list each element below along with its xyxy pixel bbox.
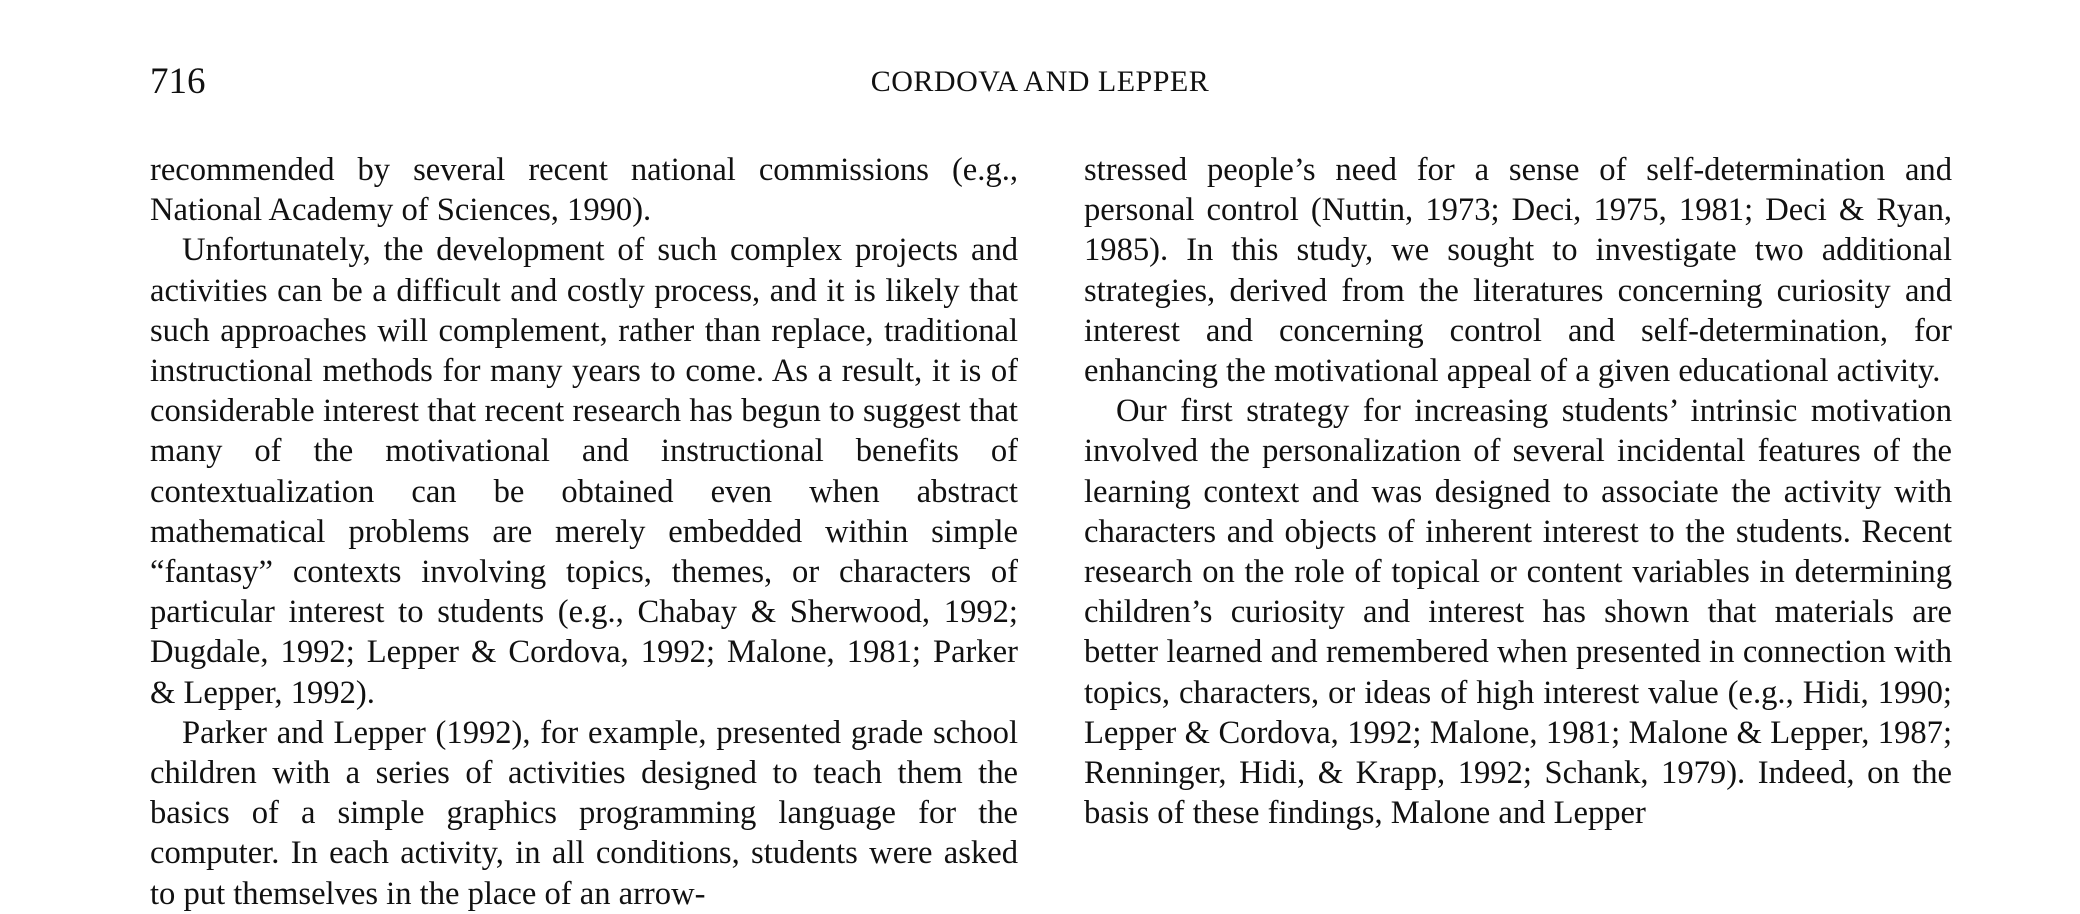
page-header	[0, 58, 2080, 106]
left-paragraph-2: Unfortunately, the development of such complex projects and activities can be a difficult and costly process, and it is likely that such approaches will complement, rather than replace, traditional instructional methods for many years to come. As a result, it is of considerable interest that recent research has begun to suggest that many of the motivational and instructional benefits of contextualization can be obtained even when abstract mathematical problems are merely embedded within simple “fantasy” contexts involving topics, themes, or characters of particular interest to students (e.g., Chabay & Sherwood, 1992; Dugdale, 1992; Lepper & Cordova, 1992; Malone, 1981; Parker & Lepper, 1992).	[150, 232, 1018, 711]
page-number: 716	[150, 61, 206, 102]
right-column	[1084, 150, 1952, 833]
running-head: CORDOVA AND LEPPER	[870, 65, 1210, 98]
left-column	[150, 150, 1018, 914]
right-paragraph-2: Our first strategy for increasing students’ intrinsic motivation involved the personalization of several incidental features of the learning context and was designed to associate the activity with characters and objects of inherent interest to the students. Recent research on the role of topical or content variables in determining children’s curiosity and interest has shown that materials are better learned and remembered when presented in connection with topics, characters, or ideas of high interest value (e.g., Hidi, 1990; Lepper & Cordova, 1992; Malone, 1981; Malone & Lepper, 1987; Renninger, Hidi, & Krapp, 1992; Schank, 1979). Indeed, on the basis of these findings, Malone and Lepper	[1084, 393, 1952, 832]
left-paragraph-1: recommended by several recent national commissions (e.g., National Academy of Sciences, 1990).	[150, 152, 1018, 229]
right-paragraph-1: stressed people’s need for a sense of self-determination and personal control (Nuttin, 1973; Deci, 1975, 1981; Deci & Ryan, 1985). In this study, we sought to investigate two additional strategies, derived from the literatures concerning curiosity and interest and concerning control and self-determination, for enhancing the motivational appeal of a given educational activity.	[1084, 152, 1952, 390]
left-paragraph-3: Parker and Lepper (1992), for example, presented grade school children with a series of activities designed to teach them the basics of a simple graphics programming language for the computer. In each activity, in all conditions, students were asked to put themselves in the place of an arrow-	[150, 714, 1018, 912]
